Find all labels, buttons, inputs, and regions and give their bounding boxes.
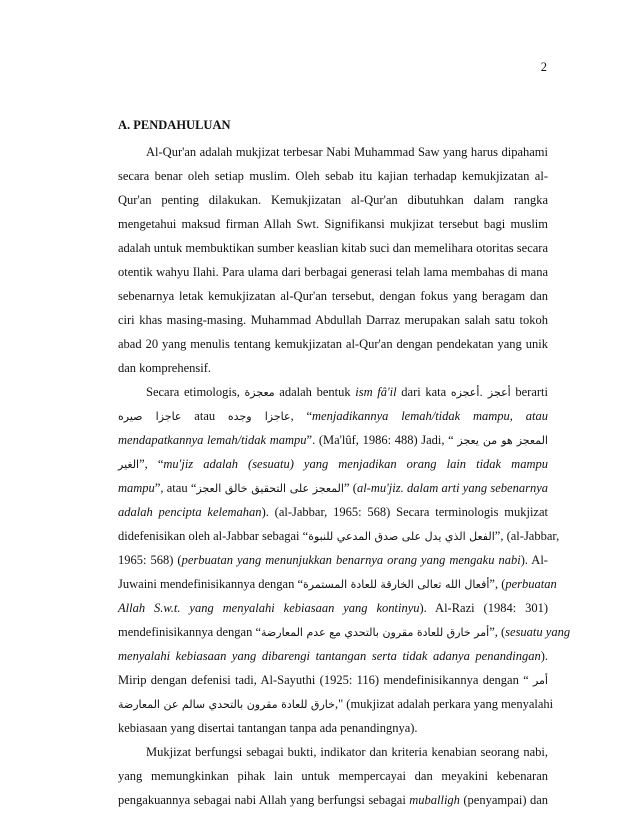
text-run: berarti: [510, 385, 548, 399]
text-run: atau: [181, 409, 228, 423]
text-run: ”, “: [139, 457, 164, 471]
italic-text: ism fâ'il: [355, 385, 397, 399]
arabic-phrase: معجزة: [244, 386, 275, 399]
italic-text: mendapatkannya lemah/tidak mampu: [118, 433, 307, 447]
text-run: ”, atau “: [154, 481, 197, 495]
text-line: [118, 310, 548, 330]
italic-text: menyalahi kebiasaan yang dibarengi tantangan serta tidak adanya penandingan: [118, 649, 541, 663]
arabic-phrase: الغير: [118, 458, 140, 471]
text-run: secara benar oleh setiap muslim. Oleh sebab itu kajian terhadap kemukjizatan al-: [118, 169, 548, 183]
text-run: Qur'an penting dilakukan. Kemukjizatan al-Qur'an dibutuhkan dalam rangka: [118, 193, 548, 207]
text-line: [146, 742, 548, 762]
text-line: [118, 286, 548, 306]
text-run: abad 20 yang menulis tentang kemukjizatan al-Qur'an dengan pendekatan yang unik: [118, 337, 548, 351]
text-run: ). Al-Razi (1984: 301): [419, 601, 548, 615]
arabic-phrase: المعجز هو من يعجز: [457, 434, 548, 447]
text-run: sebenarnya letak kemukjizatan al-Qur'an tersebut, dengan fokus yang beragam dan: [118, 289, 548, 303]
italic-text: Allah S.w.t. yang menyalahi kebiasaan yang kontinyu: [118, 601, 420, 615]
text-line: [118, 238, 548, 258]
arabic-phrase: أعجز .أعجزه: [450, 386, 511, 399]
text-line: [118, 214, 548, 234]
text-run: (penyampai) dan: [459, 793, 548, 807]
text-line: [118, 430, 548, 450]
text-line: [118, 526, 560, 546]
text-line: [146, 142, 548, 162]
text-line: [118, 718, 548, 738]
italic-text: perbuatan: [505, 577, 557, 591]
text-run: yang memungkinkan pihak lain untuk mempercayai dan meyakini kebenaran: [118, 769, 548, 783]
text-run: ciri khas masing-masing. Muhammad Abdullah Darraz merupakan salah satu tokoh: [118, 313, 548, 327]
text-run: adalah untuk membuktikan sumber keaslian kitab suci dan memelihara otoritas secara: [118, 241, 548, 255]
italic-text: al-mu'jiz. dalam arti yang sebenarnya: [356, 481, 548, 495]
arabic-phrase: أمر: [532, 674, 548, 687]
italic-text: adalah pencipta kelemahan: [118, 505, 262, 519]
italic-text: mu'jiz adalah (sesuatu) yang menjadikan orang lain tidak mampu: [163, 457, 548, 471]
text-run: ”. (Ma'lûf, 1986: 488) Jadi, “: [306, 433, 458, 447]
text-line: [118, 598, 548, 618]
text-run: Mukjizat berfungsi sebagai bukti, indikator dan kriteria kenabian seorang nabi,: [146, 745, 548, 759]
text-run: ," (mukjizat adalah perkara yang menyalahi: [334, 697, 554, 711]
arabic-phrase: عاجزا صيره: [118, 410, 182, 423]
text-line: [146, 382, 548, 402]
text-run: Mirip dengan defenisi tadi, Al-Sayuthi (1925: 116) mendefinisikannya dengan “: [118, 673, 533, 687]
text-line: [118, 406, 548, 426]
text-line: [118, 358, 548, 378]
text-run: kebiasaan yang disertai tantangan tanpa ada penandingnya).: [118, 721, 418, 735]
text-line: [118, 454, 548, 474]
text-line: [118, 646, 548, 666]
text-run: Al-Qur'an adalah mukjizat terbesar Nabi Muhammad Saw yang harus dipahami: [146, 145, 548, 159]
arabic-phrase: المعجز على التحقيق خالق العجز: [196, 482, 344, 495]
section-heading: A. PENDAHULUAN: [118, 118, 231, 132]
text-run: ). Al-: [520, 553, 548, 567]
text-line: [118, 478, 548, 498]
text-run: ”, (al-Jabbar,: [494, 529, 560, 543]
text-run: ”, (: [489, 625, 506, 639]
text-run: pengakuannya sebagai nabi Allah yang berfungsi sebagai: [118, 793, 410, 807]
text-line: [118, 550, 548, 570]
arabic-phrase: الفعل الذي يدل على صدق المدعي للنبوة: [308, 530, 495, 543]
page-number: 2: [540, 60, 547, 74]
text-line: [118, 694, 554, 714]
italic-text: sesuatu yang: [505, 625, 571, 639]
text-run: ” (: [343, 481, 357, 495]
arabic-phrase: أمر خارق للعادة مقرون بالتحدي مع عدم المعارضة: [261, 626, 490, 639]
text-line: [118, 334, 548, 354]
text-run: ”, (: [489, 577, 506, 591]
text-run: mendefinisikannya dengan “: [118, 625, 262, 639]
text-run: adalah bentuk: [274, 385, 356, 399]
arabic-phrase: أفعال الله تعالى الخارقة للعادة المستمرة: [303, 578, 490, 591]
text-run: dari kata: [396, 385, 451, 399]
text-run: ). (al-Jabbar, 1965: 568) Secara terminologis mukjizat: [261, 505, 548, 519]
arabic-phrase: خارق للعادة مقرون بالتحدي سالم عن المعارضة: [118, 698, 335, 711]
text-run: didefenisikan oleh al-Jabbar sebagai “: [118, 529, 309, 543]
text-line: [118, 670, 548, 690]
italic-text: menjadikannya lemah/tidak mampu, atau: [312, 409, 548, 423]
text-line: [118, 574, 557, 594]
text-line: [118, 790, 548, 810]
text-run: Juwaini mendefinisikannya dengan “: [118, 577, 304, 591]
text-run: Secara etimologis,: [146, 385, 245, 399]
text-run: mengetahui maksud firman Allah Swt. Signifikansi mukjizat tersebut bagi muslim: [118, 217, 548, 231]
text-line: [118, 262, 548, 282]
text-run: 1965: 568) (: [118, 553, 182, 567]
text-line: [118, 766, 548, 786]
italic-text: perbuatan yang menunjukkan benarnya orang yang mengaku nabi: [181, 553, 521, 567]
italic-text: mampu: [118, 481, 155, 495]
text-line: [118, 622, 571, 642]
text-line: [118, 190, 548, 210]
text-run: otentik wahyu Ilahi. Para ulama dari berbagai generasi telah lama membahas di mana: [118, 265, 548, 279]
italic-text: muballigh: [409, 793, 460, 807]
text-run: ).: [540, 649, 548, 663]
text-run: , “: [290, 409, 313, 423]
text-run: dan komprehensif.: [118, 361, 212, 375]
arabic-phrase: عاجزا وجده: [227, 410, 291, 423]
text-line: [118, 166, 548, 186]
text-line: [118, 502, 548, 522]
